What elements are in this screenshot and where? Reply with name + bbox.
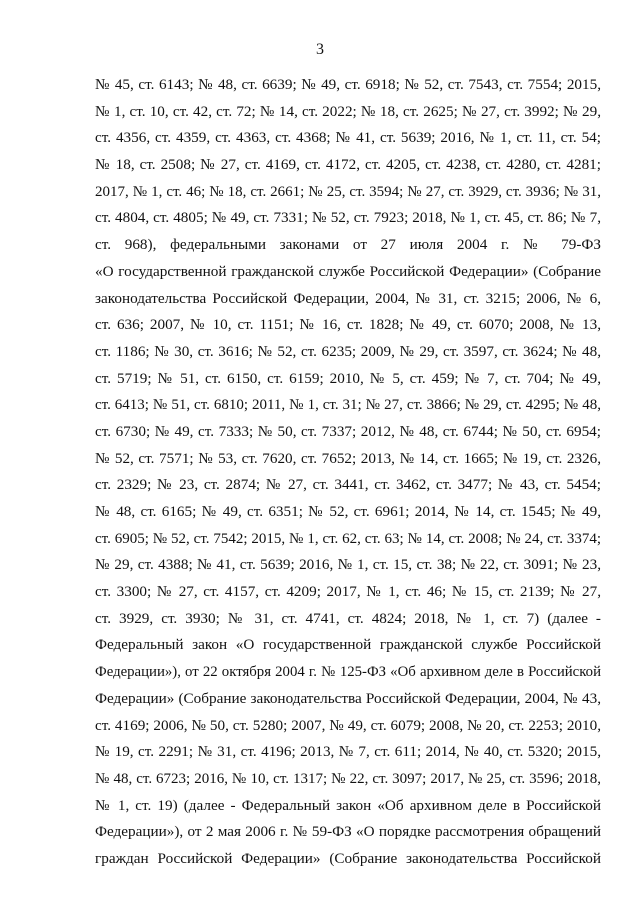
text-line: Федерации»), от 22 октября 2004 г. № 125-ФЗ «Об архивном деле в Российской bbox=[95, 664, 601, 681]
text-line: законодательства Российской Федерации, 2004, № 31, ст. 3215; 2006, № 6, bbox=[95, 289, 601, 307]
text-line: № 48, ст. 6723; 2016, № 10, ст. 1317; № 22, ст. 3097; 2017, № 25, ст. 3596; 2018, bbox=[95, 770, 601, 787]
text-line: ст. 6413; № 51, ст. 6810; 2011, № 1, ст. 31; № 27, ст. 3866; № 29, ст. 4295; № 48, bbox=[95, 397, 601, 414]
text-line: № 18, ст. 2508; № 27, ст. 4169, ст. 4172, ст. 4205, ст. 4238, ст. 4280, ст. 4281; bbox=[95, 156, 601, 174]
text-line: № 48, ст. 6165; № 49, ст. 6351; № 52, ст. 6961; 2014, № 14, ст. 1545; № 49, bbox=[95, 503, 601, 520]
text-line: ст. 1186; № 30, ст. 3616; № 52, ст. 6235; 2009, № 29, ст. 3597, ст. 3624; № 48, bbox=[95, 342, 601, 360]
text-line: Федерации» (Собрание законодательства Российской Федерации, 2004, № 43, bbox=[95, 689, 601, 707]
body-text bbox=[95, 72, 601, 873]
text-line: ст. 4169; 2006, № 50, ст. 5280; 2007, № 49, ст. 6079; 2008, № 20, ст. 2253; 2010, bbox=[95, 716, 601, 734]
text-line: ст. 6905; № 52, ст. 7542; 2015, № 1, ст. 62, ст. 63; № 14, ст. 2008; № 24, ст. 3374; bbox=[95, 530, 601, 547]
text-line: № 45, ст. 6143; № 48, ст. 6639; № 49, ст. 6918; № 52, ст. 7543, ст. 7554; 2015, bbox=[95, 76, 601, 93]
text-line: ст. 3300; № 27, ст. 4157, ст. 4209; 2017, № 1, ст. 46; № 15, ст. 2139; № 27, bbox=[95, 583, 601, 601]
text-line: ст. 636; 2007, № 10, ст. 1151; № 16, ст. 1828; № 49, ст. 6070; 2008, № 13, bbox=[95, 316, 601, 334]
text-line: № 52, ст. 7571; № 53, ст. 7620, ст. 7652; 2013, № 14, ст. 1665; № 19, ст. 2326, bbox=[95, 449, 601, 467]
text-line: № 29, ст. 4388; № 41, ст. 5639; 2016, № 1, ст. 15, ст. 38; № 22, ст. 3091; № 23, bbox=[95, 556, 601, 574]
text-line: 2017, № 1, ст. 46; № 18, ст. 2661; № 25, ст. 3594; № 27, ст. 3929, ст. 3936; № 31, bbox=[95, 183, 601, 200]
text-line: «О государственной гражданской службе Российской Федерации» (Собрание bbox=[95, 262, 601, 280]
text-line: ст. 4356, ст. 4359, ст. 4363, ст. 4368; № 41, ст. 5639; 2016, № 1, ст. 11, ст. 54; bbox=[95, 129, 601, 147]
text-line: ст. 2329; № 23, ст. 2874; № 27, ст. 3441, ст. 3462, ст. 3477; № 43, ст. 5454; bbox=[95, 476, 601, 494]
text-line: № 1, ст. 19) (далее - Федеральный закон «Об архивном деле в Российской bbox=[95, 796, 601, 814]
text-line: граждан Российской Федерации» (Собрание законодательства Российской bbox=[95, 849, 601, 867]
text-line: ст. 6730; № 49, ст. 7333; № 50, ст. 7337; 2012, № 48, ст. 6744; № 50, ст. 6954; bbox=[95, 422, 601, 440]
text-line: ст. 968), федеральными законами от 27 июля 2004 г. № 79-ФЗ bbox=[95, 236, 601, 254]
text-line: Федеральный закон «О государственной гражданской службе Российской bbox=[95, 636, 601, 654]
text-line: ст. 3929, ст. 3930; № 31, ст. 4741, ст. 4824; 2018, № 1, ст. 7) (далее - bbox=[95, 609, 601, 627]
text-line: ст. 4804, ст. 4805; № 49, ст. 7331; № 52, ст. 7923; 2018, № 1, ст. 45, ст. 86; № 7, bbox=[95, 209, 601, 227]
page-number: 3 bbox=[316, 41, 324, 58]
text-line: № 19, ст. 2291; № 31, ст. 4196; 2013, № 7, ст. 611; 2014, № 40, ст. 5320; 2015, bbox=[95, 743, 601, 761]
text-line: Федерации»), от 2 мая 2006 г. № 59-ФЗ «О порядке рассмотрения обращений bbox=[95, 823, 601, 841]
text-line: № 1, ст. 10, ст. 42, ст. 72; № 14, ст. 2022; № 18, ст. 2625; № 27, ст. 3992; № 29, bbox=[95, 102, 601, 120]
text-line: ст. 5719; № 51, ст. 6150, ст. 6159; 2010, № 5, ст. 459; № 7, ст. 704; № 49, bbox=[95, 369, 601, 387]
